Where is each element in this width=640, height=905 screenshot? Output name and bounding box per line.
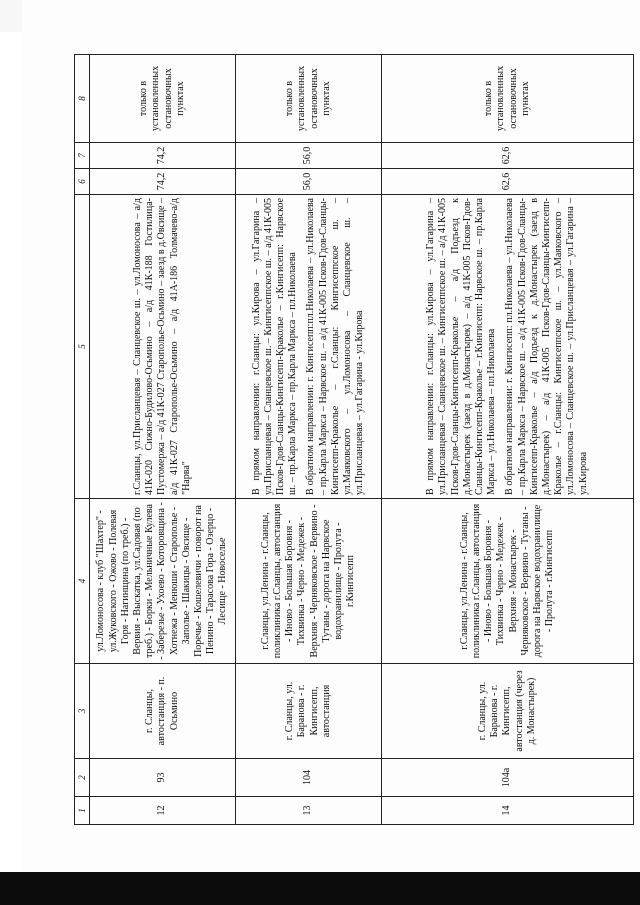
distance-back: 62,6 [382,143,634,169]
column-number: 7 [75,143,90,169]
route-number: 104 [236,759,382,797]
route-streets [90,195,236,499]
route-name: г. Сланцы, ул. Баранова - г. Кингисепп, автостанция [236,664,382,759]
route-streets [236,195,382,499]
boarding-order: только в установленных остановочных пунктах [236,55,382,143]
row-number: 14 [382,797,634,825]
table-row [382,55,634,825]
route-stops: г.Сланцы, ул.Ленина - г.Сланцы, поликлиника г.Сланцы, автостанция - Иново - Большая Боровня - Тихвинка - Черно - Медежек - Верхняя - Черняковское - Вервино - Тутаны - дорога на Нарвское водохранилище - Пролута - г.Кингисепп [236,499,382,664]
column-number: 8 [75,55,90,143]
route-number: 93 [90,759,236,797]
distance-back: 74,2 [90,143,236,169]
column-number-row [75,55,90,825]
route-streets [382,195,634,499]
column-number: 3 [75,664,90,759]
route-name: г. Сланцы, ул. Баранова - г. Кингисепп, автостанция (через д. Монастырек) [382,664,634,759]
document-page [22,0,640,880]
scan-bottom-edge [0,872,640,905]
table-row [90,55,236,825]
distance-back: 56,0 [236,143,382,169]
row-number: 12 [90,797,236,825]
column-number: 6 [75,169,90,195]
column-number: 5 [75,195,90,499]
column-number: 1 [75,797,90,825]
routes-table [74,54,634,825]
boarding-order: только в установленных остановочных пунктах [90,55,236,143]
distance-forward: 56,0 [236,169,382,195]
table-row [236,55,382,825]
boarding-order: только в установленных остановочных пунктах [382,55,634,143]
streets-paragraph: г.Сланцы, ул.Присланцевая – Сланцевское ш. – ул.Ломоносова – а/д 41К-020 Сижно-Будилово-Осьмино – а/д 41К-188 Гостилица-Пустомержа – а/д 41К-027 Старополье-Осьмино – заезд в д.Овсище – а/д 41К-027 Старополье-Осьмино – а/д 41А-186 Толмачево-а/д "Нарва" [132,198,192,495]
distance-forward: 74,2 [90,169,236,195]
distance-forward: 62,6 [382,169,634,195]
streets-forward-paragraph: В прямом направлении: г.Сланцы: ул.Кирова – ул.Гагарина – ул.Присланцевая – Сланцевское ш. – Кингисеппское ш. – а/д 41К-005 Псков-Гдов-Сланцы-Кингисепп-Краколье – г.Кингисепп: Нарвское ш. – пр.Карла Маркса – пр.Карла Маркса – пл.Николаева [250,198,299,495]
streets-forward-paragraph: В прямом направлении: г.Сланцы: ул.Кирова – ул.Гагарина – ул.Присланцевая – Сланцевское ш. – Кингисеппское ш. – а/д 41К-005 Псков-Гдов-Сланцы-Кингисепп-Краколье – а/д Подъезд к д.Монастырек (заезд в д.Монастырек) – а/д 41К-005 Псков-Гдов-Сланцы-Кингисепп-Краколье – г.Кингисепп: Нарвское ш. – пр.Карла Маркса – ул.Николаева – пл.Николаева [425,198,498,495]
route-name: г. Сланцы, автостанция - п. Осьмино [90,664,236,759]
column-number: 4 [75,499,90,664]
streets-back-paragraph: В обратном направлении: г. Кингисепп: пл.Николаева – ул.Николаева – пр.Карла Маркса – Нарвское ш. – а/д 41К-005 Псков-Гдов-Сланцы-Кингисепп-Краколье – а/д Подъезд к д.Монастырек (заезд в д.Монастырек) – а/д 41К-005 Псков-Гдов-Сланцы-Кингисепп-Краколье – г.Сланцы: Кингисеппское ш. – ул.Маяковского – ул.Ломоносова – Сланцевское ш. – ул.Присланцевая – ул.Гагарина – ул.Кирова [504,198,589,495]
route-stops: г.Сланцы, ул.Ленина - г.Сланцы, поликлиника г.Сланцы, автостанция - Иново - Большая Боровня - Тихвинка - Черно - Медежек - Верхняя - Монастырек - Черняковское - Вервино - Тутаны - дорога на Нарвское водохранилище - Пролута - г.Кингисепп [382,499,634,664]
column-number: 2 [75,759,90,797]
rotated-table-sheet [74,55,634,825]
route-number: 104а [382,759,634,797]
row-number: 13 [236,797,382,825]
route-stops: ул.Ломоносова - клуб "Шахтер" - ул.Жуковского - Ожово - Полевая Горя - Нагинщина (по треб.) - Вервия - Выскатка, ул.Садовая (по треб.) - Борки - Мельничные Кулева - Заберезье - Ухоево - Которовщина - Хотнежа - Менюши - Старополье - Заполье - Шакицы - Овсище - Поречье - Кошелевичи - поворот на Пенино - Тарасова Гора - Озерцо - Лесище - Новоселье [90,499,236,664]
streets-back-paragraph: В обратном направлении: г. Кингисепп:пл.Николаева – ул.Николаева – пр.Карла Маркса – Нарвское ш. – а/д 41К-005 Псков-Гдов-Сланцы-Кингисепп-Краколье – г.Сланцы: Кингисеппское ш. – ул.Маяковского – ул.Ломоносова – Сланцевское ш. – ул.Присланцевая – ул.Гагарина - ул.Кирова [305,198,366,495]
